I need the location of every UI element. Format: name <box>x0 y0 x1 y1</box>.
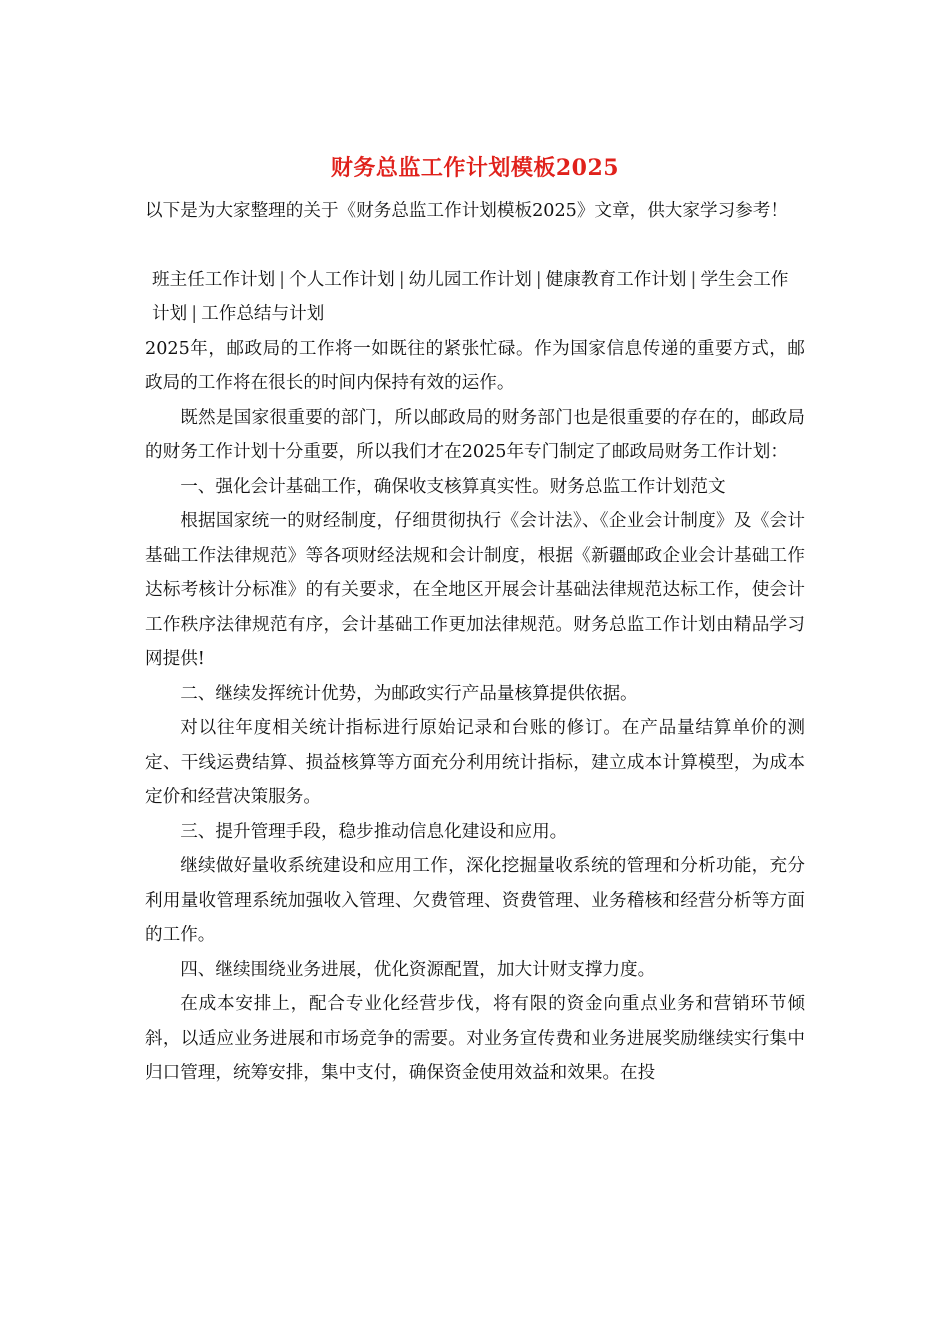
nav-separator: | <box>279 269 286 290</box>
body-paragraph-4: 对以往年度相关统计指标进行原始记录和台账的修订。在产品量结算单价的测定、干线运费结算、损益核算等方面充分利用统计指标，建立成本计算模型，为成本定价和经营决策服务。 <box>145 718 805 807</box>
document-page <box>145 150 805 1091</box>
body-paragraph-3: 根据国家统一的财经制度，仔细贯彻执行《会计法》、《企业会计制度》及《会计基础工作法律规范》等各项财经法规和会计制度，根据《新疆邮政企业会计基础工作达标考核计分标准》的有关要求，在全地区开展会计基础法律规范达标工作，使会计工作秩序法律规范有序，会计基础工作更加法律规范。财务总监工作计划由精品学习网提供! <box>145 511 805 669</box>
body-paragraph-1: 2025年，邮政局的工作将一如既往的紧张忙碌。作为国家信息传递的重要方式，邮政局的工作将在很长的时间内保持有效的运作。 <box>145 338 805 393</box>
nav-link-personal-plan[interactable]: 个人工作计划 <box>289 269 395 290</box>
nav-separator: | <box>690 269 697 290</box>
nav-link-summary-and-plan[interactable]: 工作总结与计划 <box>201 304 325 324</box>
nav-link-health-education-plan[interactable]: 健康教育工作计划 <box>545 269 687 290</box>
section-heading-1: 一、强化会计基础工作，确保收支核算真实性。财务总监工作计划范文 <box>180 476 726 497</box>
document-title: 财务总监工作计划模板2025 <box>330 155 620 181</box>
body-paragraph-5: 继续做好量收系统建设和应用工作，深化挖掘量收系统的管理和分析功能，充分利用量收管理系统加强收入管理、欠费管理、资费管理、业务稽核和经营分析等方面的工作。 <box>145 856 805 945</box>
nav-separator: | <box>191 304 198 324</box>
section-heading-3: 三、提升管理手段，稳步推动信息化建设和应用。 <box>180 821 568 842</box>
nav-separator: | <box>398 269 405 290</box>
nav-link-class-teacher-plan[interactable]: 班主任工作计划 <box>152 269 276 290</box>
nav-link-student-union-plan[interactable]: 学生会工作计划 <box>152 269 789 324</box>
nav-separator: | <box>535 269 542 290</box>
section-heading-2: 二、继续发挥统计优势，为邮政实行产品量核算提供依据。 <box>180 683 638 704</box>
body-paragraph-6: 在成本安排上，配合专业化经营步伐，将有限的资金向重点业务和营销环节倾斜，以适应业务进展和市场竞争的需要。对业务宣传费和业务进展奖励继续实行集中归口管理，统筹安排，集中支付，确保资金使用效益和效果。在投 <box>145 994 805 1083</box>
section-heading-4: 四、继续围绕业务进展，优化资源配置，加大计财支撑力度。 <box>180 959 656 980</box>
related-links <box>145 263 805 332</box>
nav-link-kindergarten-plan[interactable]: 幼儿园工作计划 <box>408 269 532 290</box>
body-paragraph-2: 既然是国家很重要的部门，所以邮政局的财务部门也是很重要的存在的，邮政局的财务工作计划十分重要，所以我们才在2025年专门制定了邮政局财务工作计划： <box>145 407 805 462</box>
intro-paragraph: 以下是为大家整理的关于《财务总监工作计划模板2025》文章，供大家学习参考！ <box>145 201 788 221</box>
blank-line <box>145 229 805 263</box>
